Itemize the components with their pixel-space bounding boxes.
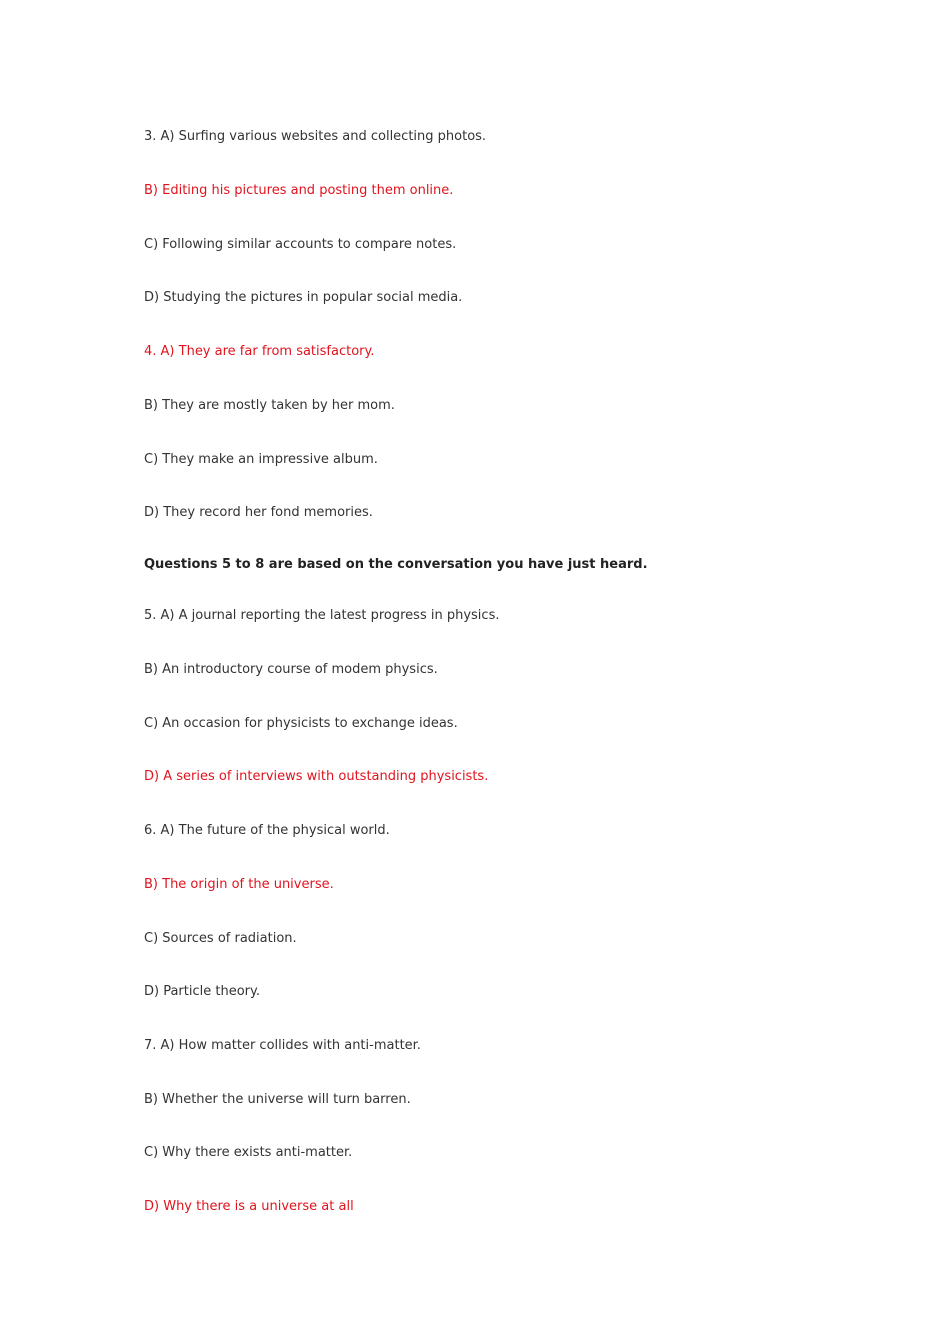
section-heading: Questions 5 to 8 are based on the conversation you have just heard. xyxy=(144,557,648,572)
q3-option-d: D) Studying the pictures in popular social media. xyxy=(144,290,463,305)
q4-option-c: C) They make an impressive album. xyxy=(144,452,378,467)
q5-option-d-answer: D) A series of interviews with outstanding physicists. xyxy=(144,769,489,784)
q6-option-b-answer: B) The origin of the universe. xyxy=(144,877,334,892)
q6-option-d: D) Particle theory. xyxy=(144,984,260,999)
q3-option-b-answer: B) Editing his pictures and posting them online. xyxy=(144,183,454,198)
q6-option-a: 6. A) The future of the physical world. xyxy=(144,823,390,838)
q4-option-a-answer: 4. A) They are far from satisfactory. xyxy=(144,344,375,359)
q7-option-d-answer: D) Why there is a universe at all xyxy=(144,1199,354,1214)
q3-option-c: C) Following similar accounts to compare notes. xyxy=(144,237,457,252)
q7-option-c: C) Why there exists anti-matter. xyxy=(144,1145,353,1160)
q5-option-c: C) An occasion for physicists to exchange ideas. xyxy=(144,716,458,731)
q5-option-b: B) An introductory course of modem physics. xyxy=(144,662,438,677)
q3-option-a: 3. A) Surfing various websites and collecting photos. xyxy=(144,129,487,144)
q7-option-b: B) Whether the universe will turn barren. xyxy=(144,1092,411,1107)
q6-option-c: C) Sources of radiation. xyxy=(144,931,297,946)
q4-option-d: D) They record her fond memories. xyxy=(144,505,373,520)
q4-option-b: B) They are mostly taken by her mom. xyxy=(144,398,395,413)
q5-option-a: 5. A) A journal reporting the latest progress in physics. xyxy=(144,608,500,623)
q7-option-a: 7. A) How matter collides with anti-matter. xyxy=(144,1038,421,1053)
